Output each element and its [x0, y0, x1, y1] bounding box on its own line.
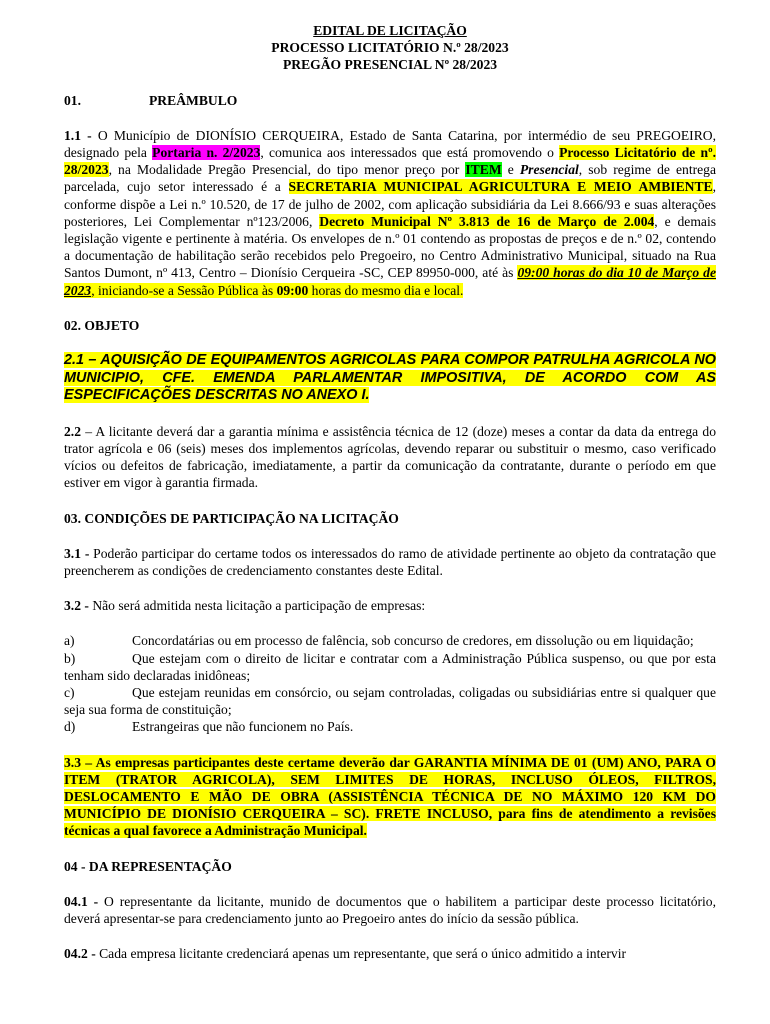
list-letter-c: c) — [64, 685, 75, 701]
p11-text-g: , e demais legislação vigente e pertinente à matéria. Os envelopes de n.º 01 contendo as propostas de preços e de n.º 02, contendo a documentação de habilitação serão recebidos pelo Pregoeiro, no Centro Administrativo Municipal, situado na Rua Santos Dumont, nº 413, Centro – Dionísio Cerqueira -SC, CEP 89950-000, até às — [64, 213, 717, 281]
p41-label: 04.1 - — [64, 893, 99, 909]
p41-text: O representante da licitante, munido de documentos que o habilitem a participar deste processo licitatório, deverá apresentar-se para credenciamento junto ao Pregoeiro antes do início da sessão pública. — [64, 893, 716, 927]
portaria-highlight: Portaria n. 2/2023 — [152, 145, 261, 161]
paragraph-1-1 — [64, 127, 716, 299]
p11-text-f: , conforme dispõe a Lei n.º 10.520, de 17 de julho de 2002, com aplicação subsidiária da Lei 8.666/93 e suas alterações posteriores, Lei Complementar nº123/2006, — [64, 179, 716, 229]
p11-text-c: , na Modalidade Pregão Presencial, do tipo menor preço por — [108, 162, 466, 178]
p42-text: Cada empresa licitante credenciará apenas um representante, que será o único admitido a intervir — [95, 946, 627, 962]
p11-text-h: , iniciando-se a Sessão Pública às — [91, 282, 277, 298]
p22-text: – A licitante deverá dar a garantia mínima e assistência técnica de 12 (doze) meses a contar da data da entrega do trator agrícola e 06 (seis) meses dos implementos agrícolas, devendo reparar ou substituir o mesmo, caso verificado vícios ou defeitos de fabricação, imediatamente, a partir da comunicação da contratante, durante o período em que estiver em vigor à garantia firmada. — [64, 423, 716, 491]
garantia-highlight: 3.3 – As empresas participantes deste certame deverão dar GARANTIA MÍNIMA DE 01 (UM) ANO, PARA O ITEM (TRATOR AGRICOLA), SEM LIMITES DE HORAS, INCLUSO ÓLEOS, FILTROS, DESLOCAMENTO E MÃO DE OBRA (ASSISTÊNCIA TÉCNICA DE NO MÁXIMO 120 KM DO MUNICÍPIO DE DIONÍSIO CERQUEIRA – SC). FRETE INCLUSO, para fins de atendimento a revisões técnicas a qual favorece a Administração Municipal. — [64, 754, 716, 839]
paragraph-3-2 — [64, 597, 716, 614]
section-01-heading — [64, 92, 716, 109]
p31-text: Poderão participar do certame todos os interessados do ramo de atividade pertinente ao objeto da contratação que preencherem as condições de credenciamento constantes deste Edital. — [64, 545, 716, 579]
paragraph-2-2 — [64, 423, 716, 492]
list-letter-d: d) — [64, 719, 76, 735]
section-04-heading: 04 - DA REPRESENTAÇÃO — [64, 858, 232, 874]
list-letter-b: b) — [64, 650, 76, 666]
list-text-b: Que estejam com o direito de licitar e contratar com a Administração Pública suspenso, ou que por esta tenham sido declaradas inidôneas; — [64, 650, 716, 683]
decreto-highlight: Decreto Municipal Nº 3.813 de 16 de Março de 2.004 — [319, 213, 655, 229]
list-text-d: Estrangeiras que não funcionem no País. — [132, 719, 354, 735]
p11-label: 1.1 - — [64, 127, 92, 143]
presencial-text: Presencial — [519, 162, 579, 178]
list-item-a — [64, 632, 716, 649]
section-01-number: 01. — [64, 92, 81, 108]
list-item-d — [64, 718, 716, 735]
p11-text-b: , comunica aos interessados que está promovendo o — [260, 145, 560, 161]
session-time: 09:00 — [276, 282, 309, 298]
p11-text-d: e — [501, 162, 520, 178]
section-03-heading: 03. CONDIÇÕES DE PARTICIPAÇÃO NA LICITAÇÃO — [64, 510, 399, 526]
paragraph-3-1 — [64, 545, 716, 579]
edital-title: EDITAL DE LICITAÇÃO — [313, 23, 467, 38]
section-02-heading: 02. OBJETO — [64, 317, 140, 333]
paragraph-2-1 — [64, 352, 716, 405]
p11-text-a: O Município de DIONÍSIO CERQUEIRA, Estado de Santa Catarina, por intermédio de seu PREGOEIRO, designado pela — [64, 127, 716, 161]
processo-highlight: Processo Licitatório de nº. 28/2023 — [64, 145, 716, 178]
p42-label: 04.2 - — [64, 946, 96, 962]
secretaria-highlight: SECRETARIA MUNICIPAL AGRICULTURA E MEIO AMBIENTE — [288, 179, 713, 195]
item-highlight: ITEM — [465, 162, 502, 178]
process-number: PROCESSO LICITATÓRIO N.º 28/2023 — [271, 40, 509, 56]
session-datetime: 09:00 horas do dia 10 de Março de 2023 — [64, 265, 716, 298]
document-page — [64, 22, 716, 963]
list-item-c — [64, 684, 716, 718]
p11-text-i: horas do mesmo dia e local. — [308, 282, 464, 298]
list-item-b — [64, 650, 716, 684]
list-letter-a: a) — [64, 633, 75, 649]
list-text-a: Concordatárias ou em processo de falência, sob concurso de credores, em dissolução ou em liquidação; — [132, 633, 694, 649]
paragraph-3-3 — [64, 754, 716, 840]
paragraph-4-1 — [64, 893, 716, 927]
p32-label: 3.2 - — [64, 598, 89, 614]
p11-text-e: , sob regime de entrega parcelada, cujo setor interessado é a — [64, 162, 716, 195]
p31-label: 3.1 - — [64, 545, 90, 561]
paragraph-4-2 — [64, 945, 716, 962]
section-01-title: PREÂMBULO — [149, 92, 238, 108]
p32-text: Não será admitida nesta licitação a participação de empresas: — [88, 598, 426, 614]
p22-label: 2.2 — [64, 423, 81, 439]
pregao-number: PREGÃO PRESENCIAL Nº 28/2023 — [282, 57, 498, 73]
exclusion-list — [64, 632, 716, 735]
list-text-c: Que estejam reunidas em consórcio, ou sejam controladas, coligadas ou subsidiárias entre si qualquer que seja sua forma de constituição; — [64, 685, 716, 718]
objeto-highlight: 2.1 – AQUISIÇÃO DE EQUIPAMENTOS AGRICOLAS PARA COMPOR PATRULHA AGRICOLA NO MUNICIPIO, CFE. EMENDA PARLAMENTAR IMPOSITIVA, DE ACORDO COM AS ESPECIFICAÇÕES DESCRITAS NO ANEXO I. — [64, 352, 716, 404]
